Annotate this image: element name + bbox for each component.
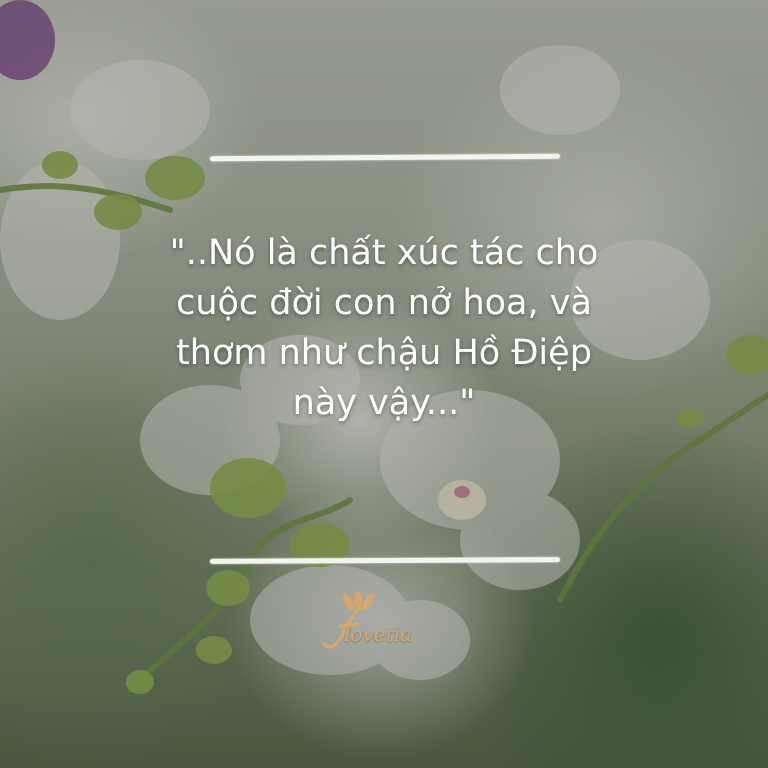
quote-line: thơm như chậu Hồ Điệp [176, 333, 592, 373]
quote-line: "..Nó là chất xúc tác cho [169, 233, 599, 273]
quote-line: cuộc đời con nở hoa, và [176, 283, 592, 323]
quote-line: này vậy..." [292, 383, 476, 423]
quote-text [100, 228, 668, 428]
lily-icon [340, 592, 376, 612]
brand-name: lovetia [344, 622, 412, 646]
